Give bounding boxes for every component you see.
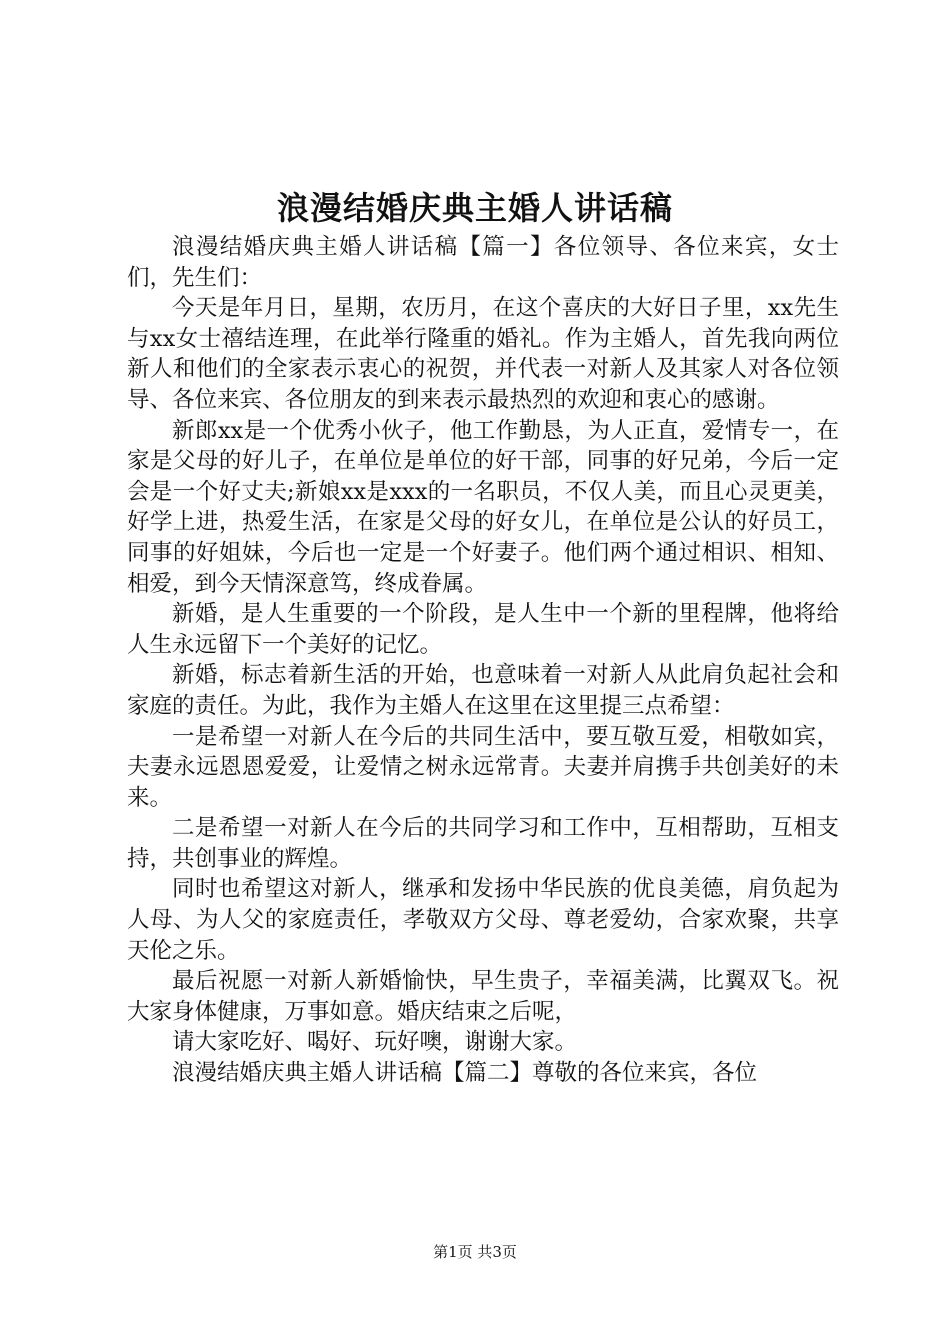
page-footer: 第1页 共3页 <box>433 1243 517 1261</box>
document-body <box>127 232 839 1089</box>
document-title: 浪漫结婚庆典主婚人讲话稿 <box>276 189 673 227</box>
paragraph: 浪漫结婚庆典主婚人讲话稿【篇一】各位领导、各位来宾，女士们，先生们： <box>127 234 839 291</box>
paragraph: 新婚，是人生重要的一个阶段，是人生中一个新的里程牌，他将给人生永远留下一个美好的记忆。 <box>127 601 839 658</box>
paragraph: 新婚，标志着新生活的开始，也意味着一对新人从此肩负起社会和家庭的责任。为此，我作为主婚人在这里在这里提三点希望： <box>127 662 839 719</box>
paragraph: 浪漫结婚庆典主婚人讲话稿【篇二】尊敬的各位来宾，各位 <box>172 1060 758 1087</box>
paragraph: 新郎xx是一个优秀小伙子，他工作勤恳，为人正直，爱情专一，在家是父母的好儿子，在单位是单位的好干部，同事的好兄弟，今后一定会是一个好丈夫;新娘xx是xxx的一名职员，不仅人美，而且心灵更美，好学上进，热爱生活，在家是父母的好女儿，在单位是公认的好员工，同事的好姐妹，今后也一定是一个好妻子。他们两个通过相识、相知、相爱，到今天情深意笃，终成眷属。 <box>127 417 839 597</box>
paragraph: 今天是年月日，星期，农历月，在这个喜庆的大好日子里，xx先生与xx女士禧结连理，在此举行隆重的婚礼。作为主婚人，首先我向两位新人和他们的全家表示衷心的祝贺，并代表一对新人及其家人对各位领导、各位来宾、各位朋友的到来表示最热烈的欢迎和衷心的感谢。 <box>127 295 839 413</box>
paragraph: 最后祝愿一对新人新婚愉快，早生贵子，幸福美满，比翼双飞。祝大家身体健康，万事如意。婚庆结束之后呢， <box>127 968 839 1025</box>
paragraph: 请大家吃好、喝好、玩好噢，谢谢大家。 <box>172 1029 578 1056</box>
paragraph: 二是希望一对新人在今后的共同学习和工作中，互相帮助，互相支持，共创事业的辉煌。 <box>127 815 839 872</box>
paragraph: 一是希望一对新人在今后的共同生活中，要互敬互爱，相敬如宾，夫妻永远恩恩爱爱，让爱情之树永远常青。夫妻并肩携手共创美好的未来。 <box>127 723 839 811</box>
paragraph: 同时也希望这对新人，继承和发扬中华民族的优良美德，肩负起为人母、为人父的家庭责任，孝敬双方父母、尊老爱幼，合家欢聚，共享天伦之乐。 <box>127 876 839 964</box>
